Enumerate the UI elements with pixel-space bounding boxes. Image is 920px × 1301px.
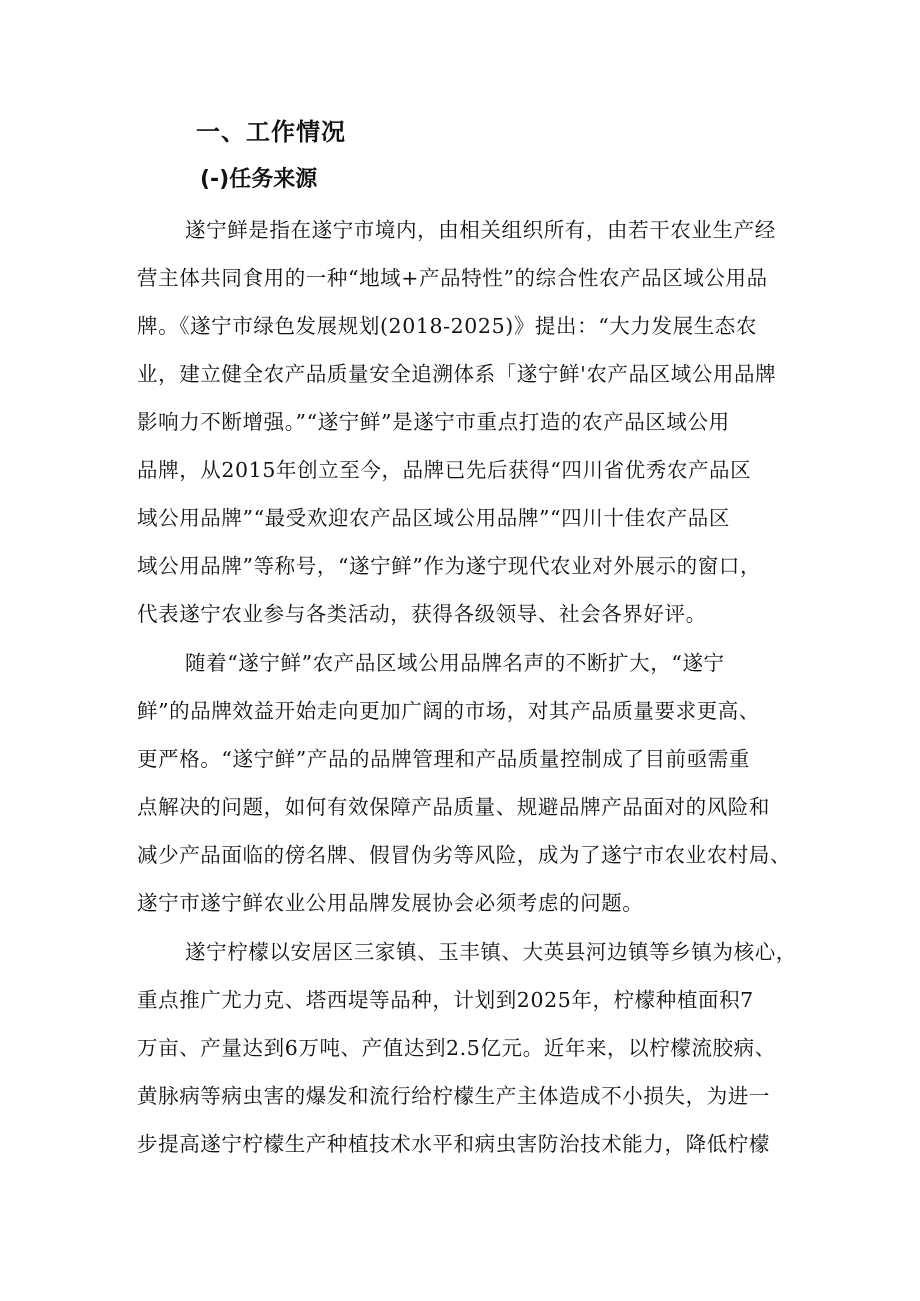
paragraph-line: 影响力不断增强。”“遂宁鲜”是遂宁市重点打造的农产品区域公用: [137, 410, 730, 434]
paragraph-line: 步提高遂宁柠檬生产种植技术水平和病虫害防治技术能力，降低柠檬: [137, 1132, 770, 1156]
paragraph-line: 业，建立健全农产品质量安全追溯体系「遂宁鲜'农产品区域公用品牌: [137, 362, 777, 386]
paragraph-line: 遂宁市遂宁鲜农业公用品牌发展协会必须考虑的问题。: [137, 891, 644, 915]
paragraph-line: 营主体共同食用的一种“地域+产品特性”的综合性农产品区域公用品: [137, 266, 768, 290]
subsection-heading: (-)任务来源: [200, 167, 318, 192]
paragraph-line: 域公用品牌”“最受欢迎农产品区域公用品牌”“四川十佳农产品区: [137, 506, 730, 530]
paragraph-line: 重点推广尤力克、塔西堤等品种，计划到2025年，柠檬种植面积7: [137, 988, 754, 1012]
paragraph-line: 品牌，从2015年创立至今，品牌已先后获得“四川省优秀农产品区: [137, 458, 752, 482]
paragraph-line: 点解决的问题，如何有效保障产品质量、规避品牌产品面对的风险和: [137, 795, 770, 819]
paragraph-line: 鲜”的品牌效益开始走向更加广阔的市场，对其产品质量要求更高、: [137, 699, 760, 723]
paragraph-line: 牌。《遂宁市绿色发展规划(2018-2025)》提出：“大力发展生态农: [137, 314, 757, 338]
paragraph-line: 遂宁柠檬以安居区三家镇、玉丰镇、大英县河边镇等乡镇为核心，: [185, 940, 797, 964]
paragraph-line: 代表遂宁农业参与各类活动，获得各级领导、社会各界好评。: [137, 602, 707, 626]
section-heading: 一、工作情况: [196, 118, 346, 146]
paragraph-line: 黄脉病等病虫害的爆发和流行给柠檬生产主体造成不小损失，为进一: [137, 1084, 770, 1108]
paragraph-line: 万亩、产量达到6万吨、产值达到2.5亿元。近年来，以柠檬流胶病、: [137, 1036, 776, 1060]
paragraph-line: 随着“遂宁鲜”农产品区域公用品牌名声的不断扩大，“遂宁: [185, 651, 725, 675]
paragraph-line: 遂宁鲜是指在遂宁市境内，由相关组织所有，由若干农业生产经: [185, 218, 776, 242]
paragraph-line: 域公用品牌”等称号，“遂宁鲜”作为遂宁现代农业对外展示的窗口，: [137, 554, 762, 578]
paragraph-line: 减少产品面临的傍名牌、假冒伪劣等风险，成为了遂宁市农业农村局、: [137, 843, 792, 867]
paragraph-line: 更严格。“遂宁鲜”产品的品牌管理和产品质量控制成了目前亟需重: [137, 747, 750, 771]
